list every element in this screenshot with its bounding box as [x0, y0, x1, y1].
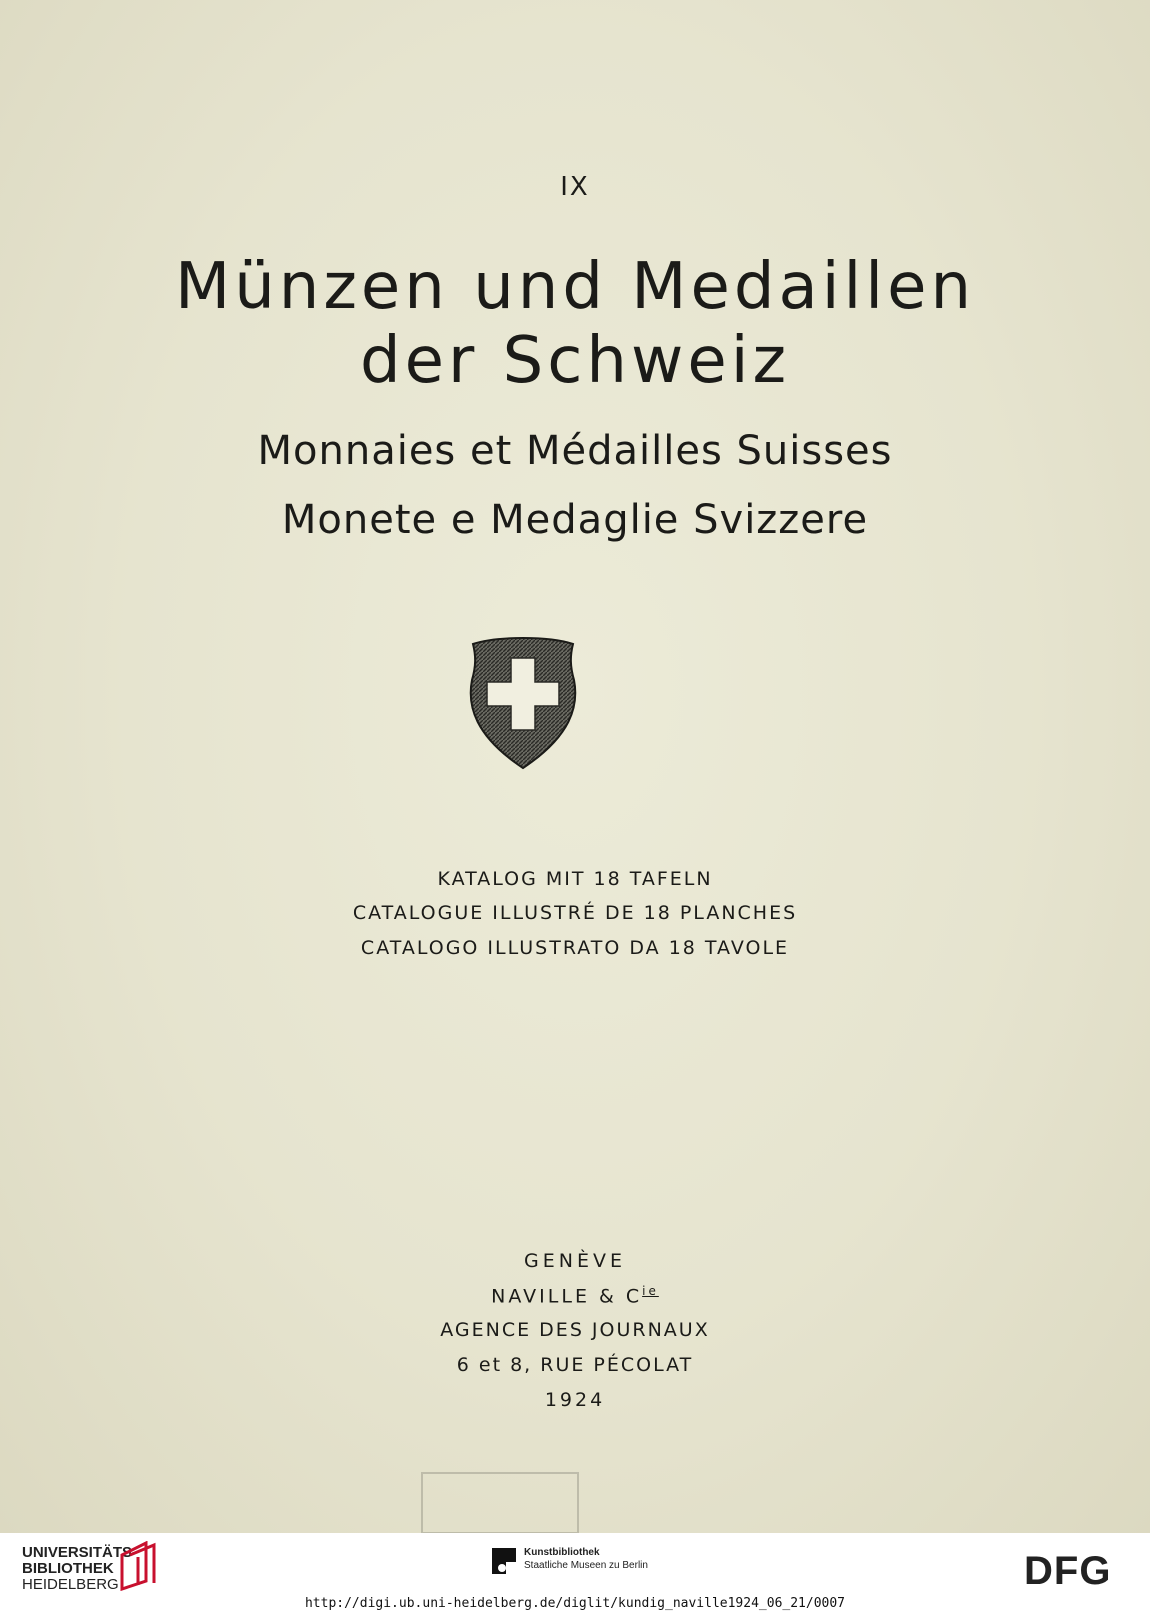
kunstbibliothek-label: [524, 1546, 648, 1572]
uni-line2: BIBLIOTHEK: [22, 1560, 114, 1577]
publisher-agency: AGENCE DES JOURNAUX: [440, 1319, 710, 1341]
publisher-suffix: ie: [642, 1284, 659, 1298]
swiss-shield-icon: [467, 636, 579, 772]
publisher-address: 6 et 8, RUE PÉCOLAT: [456, 1354, 694, 1376]
dfg-logo: DFG: [1024, 1549, 1112, 1593]
publication-year: 1924: [544, 1389, 606, 1411]
title-german-line1: Münzen und Medaillen: [174, 250, 976, 324]
publication-place: GENÈVE: [524, 1250, 626, 1272]
volume-number: IX: [560, 172, 590, 202]
uni-line3: HEIDELBERG: [22, 1576, 119, 1593]
kb-line1: Kunstbibliothek: [524, 1547, 600, 1558]
kb-line2: Staatliche Museen zu Berlin: [524, 1560, 648, 1571]
source-url[interactable]: http://digi.ub.uni-heidelberg.de/diglit/kundig_naville1924_06_21/0007: [304, 1596, 846, 1611]
catalog-line-italian: CATALOGO ILLUSTRATO DA 18 TAVOLE: [360, 937, 790, 959]
catalog-line-french: CATALOGUE ILLUSTRÉ DE 18 PLANCHES: [352, 902, 798, 924]
title-french: Monnaies et Médailles Suisses: [257, 428, 893, 474]
publisher-name: NAVILLE & $C^{ie}$: [491, 1284, 659, 1308]
title-german-line2: der Schweiz: [359, 324, 791, 398]
title-italian: Monete e Medaglie Svizzere: [281, 497, 869, 543]
library-stamp: [421, 1472, 579, 1533]
catalog-line-german: KATALOG MIT 18 TAFELN: [437, 868, 713, 890]
uni-line1: UNIVERSITÄTS-: [22, 1544, 138, 1561]
kunstbibliothek-logo-icon: [490, 1546, 518, 1576]
uni-heidelberg-logo-icon: [116, 1541, 160, 1591]
